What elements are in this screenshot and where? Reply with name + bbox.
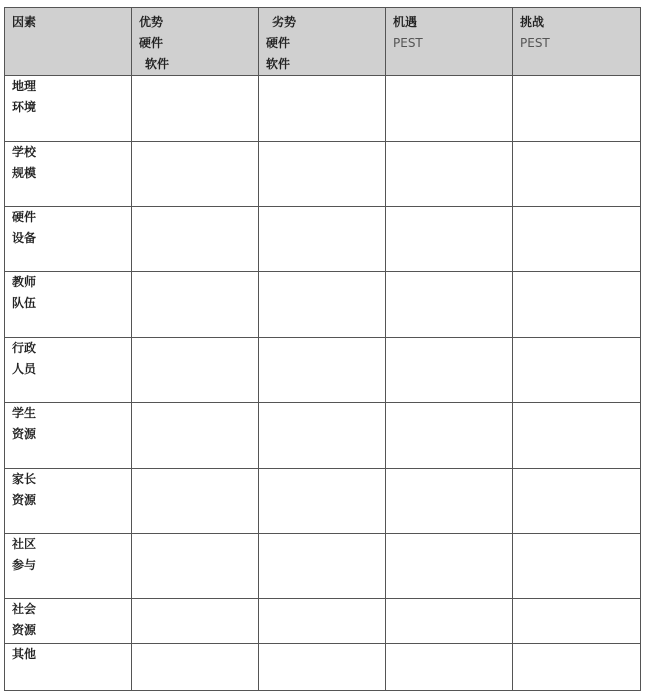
table-row xyxy=(5,207,641,272)
table-row xyxy=(5,534,641,599)
header-strengths-software: 软件 xyxy=(145,57,170,71)
cell-opportunities[interactable] xyxy=(386,469,513,534)
row-label-cell xyxy=(5,534,132,599)
row-label-line1: 学生 xyxy=(12,406,37,420)
header-opportunities-title: 机遇 xyxy=(393,15,418,29)
header-weaknesses-software: 软件 xyxy=(266,57,291,71)
header-threats-title: 挑战 xyxy=(520,15,545,29)
row-label-line2: 资源 xyxy=(12,623,37,637)
cell-weaknesses[interactable] xyxy=(259,338,386,403)
row-label-line2: 设备 xyxy=(12,231,37,245)
row-label-line1: 其他 xyxy=(12,647,37,661)
cell-opportunities[interactable] xyxy=(386,207,513,272)
cell-strengths[interactable] xyxy=(132,534,259,599)
cell-strengths[interactable] xyxy=(132,403,259,469)
header-weaknesses-title: 劣势 xyxy=(272,15,297,29)
row-label-line2: 人员 xyxy=(12,362,37,376)
cell-threats[interactable] xyxy=(513,76,641,142)
table-row xyxy=(5,644,641,691)
table-row xyxy=(5,142,641,207)
cell-weaknesses[interactable] xyxy=(259,644,386,691)
cell-threats[interactable] xyxy=(513,338,641,403)
table-body xyxy=(5,76,641,691)
cell-weaknesses[interactable] xyxy=(259,142,386,207)
row-label-line2: 资源 xyxy=(12,427,37,441)
cell-opportunities[interactable] xyxy=(386,338,513,403)
row-label-line1: 社会 xyxy=(12,602,37,616)
cell-weaknesses[interactable] xyxy=(259,76,386,142)
cell-strengths[interactable] xyxy=(132,272,259,338)
header-row xyxy=(5,8,641,76)
table-row xyxy=(5,338,641,403)
header-threats-pest: PEST xyxy=(520,36,550,50)
cell-threats[interactable] xyxy=(513,644,641,691)
row-label-line1: 家长 xyxy=(12,472,37,486)
row-label-line2: 参与 xyxy=(12,558,37,572)
cell-opportunities[interactable] xyxy=(386,76,513,142)
table-row xyxy=(5,403,641,469)
table-row xyxy=(5,76,641,142)
row-label-cell xyxy=(5,76,132,142)
cell-threats[interactable] xyxy=(513,403,641,469)
header-opportunities xyxy=(386,8,513,76)
cell-strengths[interactable] xyxy=(132,644,259,691)
row-label-line1: 行政 xyxy=(12,341,37,355)
cell-threats[interactable] xyxy=(513,272,641,338)
cell-opportunities[interactable] xyxy=(386,272,513,338)
header-weaknesses xyxy=(259,8,386,76)
row-label-cell xyxy=(5,272,132,338)
header-factor xyxy=(5,8,132,76)
row-label-line2: 规模 xyxy=(12,166,37,180)
cell-weaknesses[interactable] xyxy=(259,599,386,644)
cell-weaknesses[interactable] xyxy=(259,207,386,272)
cell-opportunities[interactable] xyxy=(386,142,513,207)
cell-strengths[interactable] xyxy=(132,338,259,403)
cell-threats[interactable] xyxy=(513,142,641,207)
row-label-cell xyxy=(5,469,132,534)
cell-weaknesses[interactable] xyxy=(259,272,386,338)
row-label-cell xyxy=(5,644,132,691)
cell-opportunities[interactable] xyxy=(386,534,513,599)
cell-opportunities[interactable] xyxy=(386,403,513,469)
row-label-line2: 环境 xyxy=(12,100,37,114)
table-row xyxy=(5,469,641,534)
cell-threats[interactable] xyxy=(513,534,641,599)
cell-weaknesses[interactable] xyxy=(259,534,386,599)
cell-opportunities[interactable] xyxy=(386,599,513,644)
header-strengths-hardware: 硬件 xyxy=(139,36,164,50)
cell-threats[interactable] xyxy=(513,469,641,534)
row-label-line1: 硬件 xyxy=(12,210,37,224)
cell-strengths[interactable] xyxy=(132,469,259,534)
cell-strengths[interactable] xyxy=(132,142,259,207)
header-opportunities-pest: PEST xyxy=(393,36,423,50)
row-label-line1: 地理 xyxy=(12,79,37,93)
cell-strengths[interactable] xyxy=(132,76,259,142)
header-factor-label: 因素 xyxy=(12,15,37,29)
row-label-cell xyxy=(5,403,132,469)
table-row xyxy=(5,599,641,644)
row-label-line2: 资源 xyxy=(12,493,37,507)
header-strengths xyxy=(132,8,259,76)
row-label-cell xyxy=(5,338,132,403)
cell-threats[interactable] xyxy=(513,599,641,644)
row-label-cell xyxy=(5,207,132,272)
header-strengths-title: 优势 xyxy=(139,15,164,29)
swot-analysis-table xyxy=(4,7,641,691)
row-label-line1: 教师 xyxy=(12,275,37,289)
row-label-line1: 社区 xyxy=(12,537,37,551)
row-label-cell xyxy=(5,142,132,207)
row-label-cell xyxy=(5,599,132,644)
cell-opportunities[interactable] xyxy=(386,644,513,691)
table-row xyxy=(5,272,641,338)
cell-strengths[interactable] xyxy=(132,207,259,272)
table-header xyxy=(5,8,641,76)
row-label-line1: 学校 xyxy=(12,145,37,159)
row-label-line2: 队伍 xyxy=(12,296,37,310)
cell-weaknesses[interactable] xyxy=(259,469,386,534)
cell-threats[interactable] xyxy=(513,207,641,272)
header-weaknesses-hardware: 硬件 xyxy=(266,36,291,50)
cell-weaknesses[interactable] xyxy=(259,403,386,469)
header-threats xyxy=(513,8,641,76)
cell-strengths[interactable] xyxy=(132,599,259,644)
